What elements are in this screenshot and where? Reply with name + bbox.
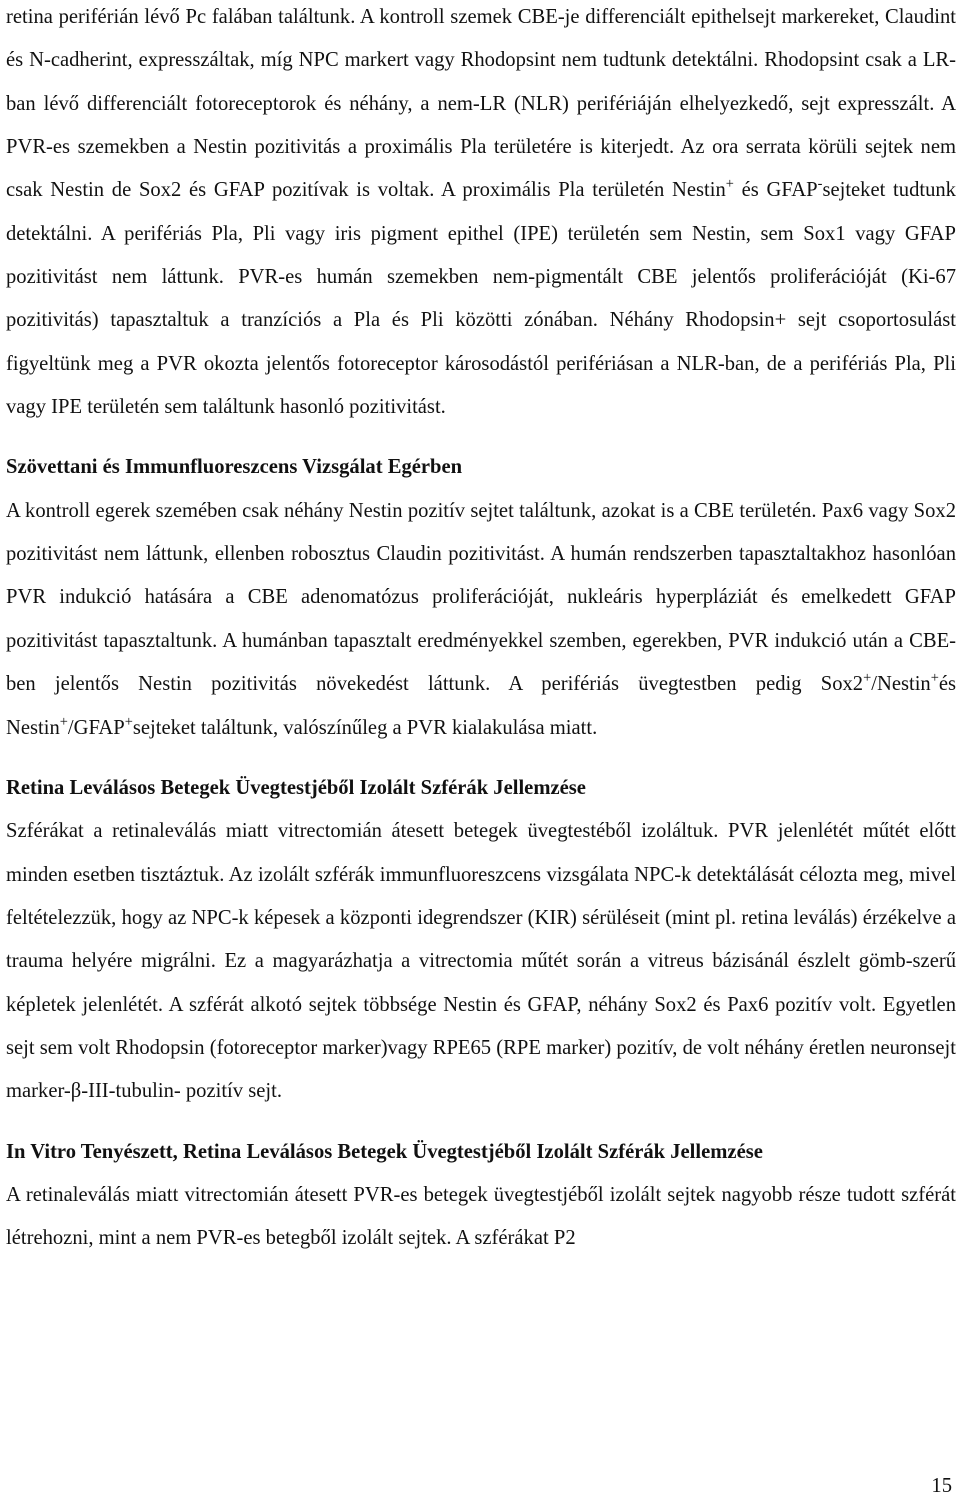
superscript-plus: + [725,176,734,193]
heading-mouse-histology: Szövettani és Immunfluoreszcens Vizsgálat Egérben [6,456,463,479]
section-gap [6,1114,956,1131]
heading-in-vitro-spheres: In Vitro Tenyészett, Retina Leválásos Betegek Üvegtestjéből Izolált Szférák Jellemzése [6,1140,763,1163]
section-gap [6,750,956,767]
section-gap [6,429,956,446]
superscript-plus: + [59,713,68,730]
document-page [6,0,956,1261]
paragraph-retina-findings: retina periférián lévő Pc falában találtunk. A kontroll szemek CBE-je differenciált epithelsejt markereket, Claudint és N-cadherint, expresszáltak, míg NPC markert vagy Rhodopsint nem tudtunk detektálni. Rhodopsint csak a LR-ban lévő differenciált fotoreceptorok és néhány, a nem-LR (NLR) perifériáján elhelyezkedő, sejt expresszált. A PVR-es szemekben a Nestin pozitivitás a proximális Pla területére is kiterjedt. Az ora serrata körüli sejtek nem csak Nestin de Sox2 és GFAP pozitívak is voltak. A proximális Pla területén Nestin+ és GFAP-sejteket tudtunk detektálni. A perifériás Pla, Pli vagy iris pigment epithel (IPE) területén sem Nestin, sem Sox1 vagy GFAP pozitivitást nem láttunk. PVR-es humán szemekben nem-pigmentált CBE jelentős proliferációját (Ki-67 pozitivitás) tapasztaltuk a tranzíciós a Pla és Pli közötti zónában. Néhány Rhodopsin+ sejt csoportosulást figyeltünk meg a PVR okozta jelentős fotoreceptor károsodástól perifériásan a NLR-ban, de a perifériás Pla, Pli vagy IPE területén sem találtunk hasonló pozitivitást. [6,6,956,419]
superscript-plus: + [863,670,872,687]
paragraph-in-vitro-findings: A retinaleválás miatt vitrectomián átesett PVR-es betegek üvegtestjéből izolált sejtek nagyobb része tudott szférát létrehozni, mint a nem PVR-es betegből izolált sejtek. A szférákat P2 [6,1183,956,1250]
paragraph-mouse-findings: A kontroll egerek szemében csak néhány Nestin pozitív sejtet találtunk, azokat is a CBE területén. Pax6 vagy Sox2 pozitivitást nem láttunk, ellenben robosztus Claudin pozitivitást. A humán rendszerben tapasztaltakhoz hasonlóan PVR indukció hatására a CBE adenomatózus proliferációját, nukleáris hyperpláziát és emelkedett GFAP pozitivitást tapasztaltunk. A humánban tapasztalt eredményekkel szemben, egerekben, PVR indukció után a CBE-ben jelentős Nestin pozitivitás növekedést láttunk. A perifériás üvegtestben pedig Sox2+/Nestin+és Nestin+/GFAP+sejteket találtunk, valószínűleg a PVR kialakulása miatt. [6,499,956,739]
superscript-minus: - [817,176,823,193]
heading-sphere-characterization: Retina Leválásos Betegek Üvegtestjéből Izolált Szférák Jellemzése [6,776,586,799]
paragraph-sphere-findings: Szférákat a retinaleválás miatt vitrectomián átesett betegek üvegtestéből izoláltuk. PVR jelenlétét műtét előtt minden esetben tisztáztuk. Az izolált szférák immunfluoreszcens vizsgálata NPC-k detektálását célozta meg, mivel feltételezzük, hogy az NPC-k képesek a központi idegrendszer (KIR) sérüléseit (mint pl. retina leválás) érzékelve a trauma helyére migrálni. Ez a magyarázhatja a vitrectomia műtét során a vitreus bázisánál észlelt gömb-szerű képletek jelenlétét. A szférát alkotó sejtek többsége Nestin és GFAP, néhány Sox2 és Pax6 pozitív volt. Egyetlen sejt sem volt Rhodopsin (fotoreceptor marker)vagy RPE65 (RPE marker) pozitív, de volt néhány éretlen neuronsejt marker-β-III-tubulin- pozitív sejt. [6,820,956,1103]
page-number: 15 [931,1475,952,1497]
superscript-plus: + [124,713,133,730]
superscript-plus: + [930,670,939,687]
